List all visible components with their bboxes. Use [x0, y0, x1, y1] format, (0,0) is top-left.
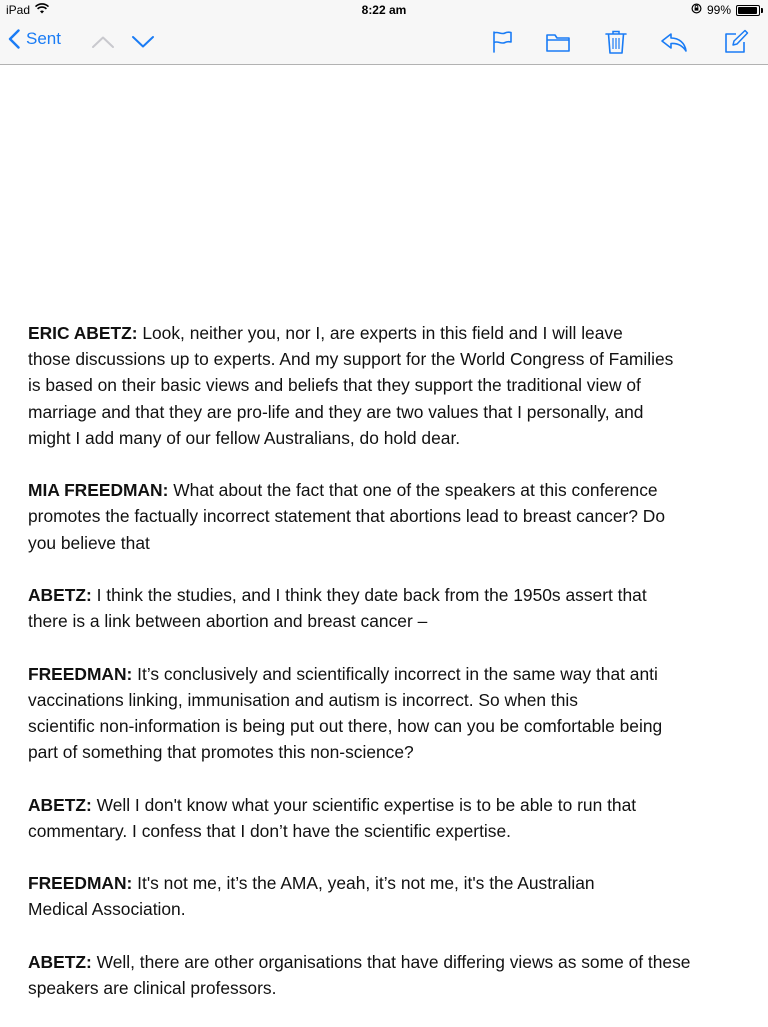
speaker-name: MIA FREEDMAN:	[28, 480, 169, 501]
transcript-line: marriage and that they are pro-life and they are two values that I personally, and	[28, 401, 644, 422]
transcript-line: Well I don't know what your scientific expertise is to be able to run that	[91, 794, 637, 815]
transcript-paragraph	[28, 661, 740, 766]
message-body	[28, 320, 740, 1027]
device-name: iPad	[6, 3, 31, 17]
transcript-line: scientific non-information is being put out there, how can you be comfortable being	[28, 716, 663, 736]
flag-button[interactable]	[488, 30, 516, 54]
status-bar	[0, 0, 768, 20]
speaker-name: FREEDMAN:	[28, 663, 133, 684]
transcript-line: there is a link between abortion and breast cancer –	[28, 611, 428, 632]
transcript-line: It’s conclusively and scientifically incorrect in the same way that anti	[132, 663, 658, 684]
transcript-line: might I add many of our fellow Australians, do hold dear.	[28, 427, 461, 448]
transcript-line: promotes the factually incorrect statement that abortions lead to breast cancer? Do	[28, 506, 666, 527]
transcript-line: I think the studies, and I think they date back from the 1950s assert that	[91, 585, 647, 605]
previous-message-button[interactable]	[89, 30, 117, 54]
battery-percent: 99%	[706, 3, 731, 17]
trash-button[interactable]	[602, 30, 630, 54]
move-to-folder-button[interactable]	[544, 30, 572, 54]
chevron-left-icon	[8, 29, 20, 49]
back-button[interactable]	[8, 29, 61, 49]
transcript-line: part of something that promotes this non-science?	[28, 742, 414, 763]
speaker-name: ABETZ:	[28, 585, 92, 605]
transcript-paragraph	[28, 582, 740, 634]
status-right	[691, 3, 760, 17]
orientation-lock-icon	[691, 3, 702, 17]
transcript-line: Look, neither you, nor I, are experts in this field and I will leave	[137, 323, 623, 343]
status-time: 8:22 am	[361, 3, 407, 17]
transcript-line: What about the fact that one of the speakers at this conference	[168, 480, 658, 501]
folder-icon	[545, 31, 571, 53]
chevron-down-icon	[131, 35, 155, 49]
flag-icon	[491, 30, 513, 54]
compose-icon	[723, 29, 749, 55]
transcript-line: those discussions up to experts. And my support for the World Congress of Families	[28, 349, 674, 370]
transcript-paragraph	[28, 949, 740, 1001]
transcript-line: It's not me, it’s the AMA, yeah, it’s not me, it's the Australian	[132, 873, 595, 894]
transcript-line: speakers are clinical professors.	[28, 977, 277, 998]
speaker-name: ERIC ABETZ:	[28, 323, 138, 343]
compose-button[interactable]	[722, 30, 750, 54]
transcript-line: you believe that	[28, 532, 150, 553]
transcript-line: vaccinations linking, immunisation and autism is incorrect. So when this	[28, 689, 578, 710]
speaker-name: ABETZ:	[28, 951, 92, 972]
transcript-paragraph	[28, 477, 740, 556]
speaker-name: ABETZ:	[28, 794, 92, 815]
transcript-line: Medical Association.	[28, 899, 186, 920]
transcript-line: Well, there are other organisations that have differing views as some of these	[91, 951, 691, 972]
back-label: Sent	[26, 29, 61, 48]
transcript-line: is based on their basic views and beliefs that they support the traditional view of	[28, 375, 641, 396]
battery-icon	[736, 5, 760, 16]
speaker-name: FREEDMAN:	[28, 873, 133, 894]
transcript-line: commentary. I confess that I don’t have the scientific expertise.	[28, 820, 511, 841]
mail-toolbar	[0, 20, 768, 65]
transcript-paragraph	[28, 792, 740, 844]
transcript-paragraph	[28, 870, 740, 922]
chevron-up-icon	[91, 35, 115, 49]
trash-icon	[605, 29, 627, 55]
transcript-paragraph	[28, 320, 740, 451]
reply-icon	[660, 31, 688, 53]
reply-button[interactable]	[660, 30, 688, 54]
next-message-button[interactable]	[129, 30, 157, 54]
